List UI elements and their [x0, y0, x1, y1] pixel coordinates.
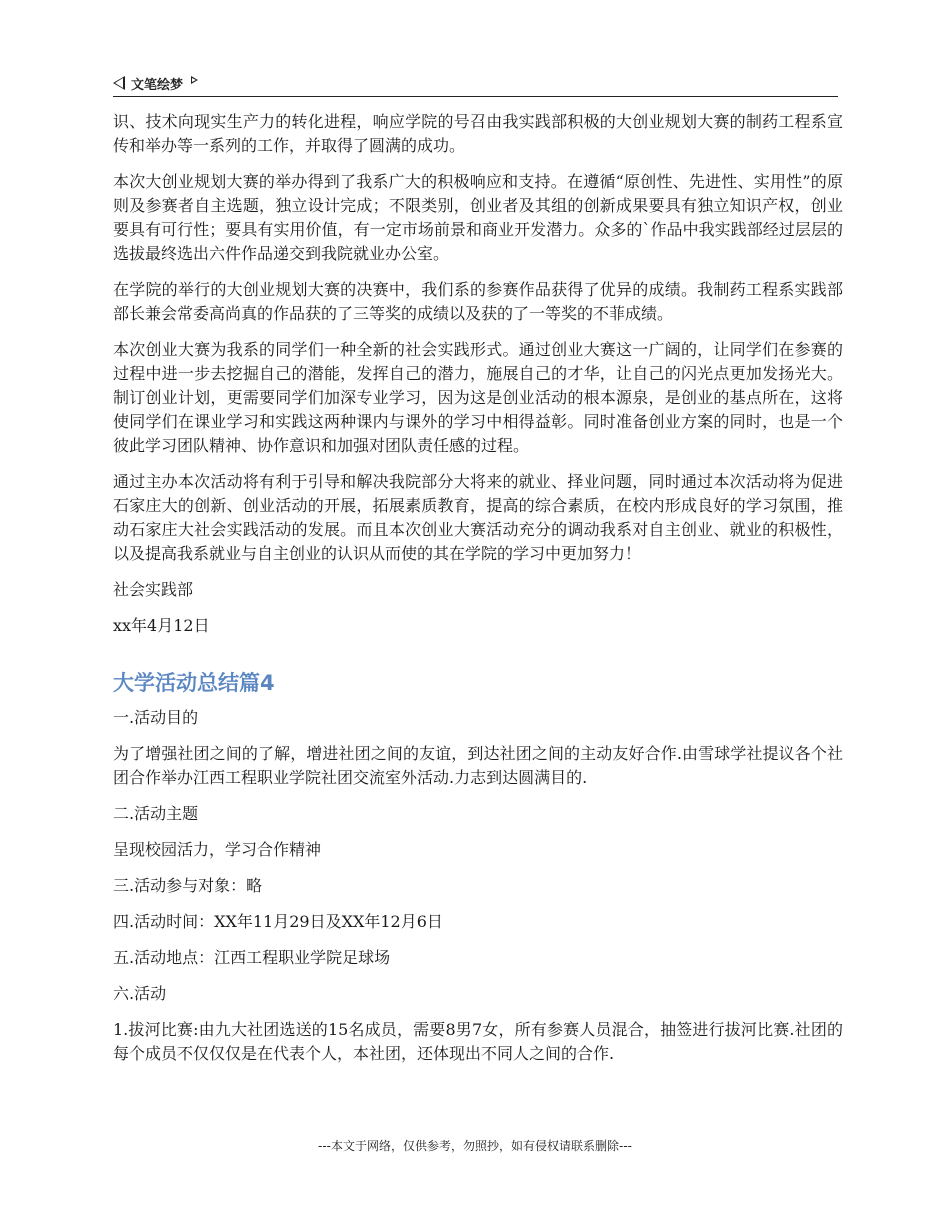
signature-department: 社会实践部 [113, 580, 194, 599]
page-header [113, 70, 838, 97]
document-body [113, 110, 843, 1078]
section-title: 大学活动总结篇4 [113, 671, 275, 695]
list-heading: 五.活动地点：江西工程职业学院足球场 [113, 948, 391, 967]
paragraph: 呈现校园活力，学习合作精神 [113, 840, 322, 859]
paragraph: 在学院的举行的大创业规划大赛的决赛中，我们系的参赛作品获得了优异的成绩。我制药工程系实践部部长兼会常委高尚真的作品获的了三等奖的成绩以及获的了一等奖的不菲成绩。 [113, 280, 843, 323]
triangle-left-icon [113, 76, 125, 90]
paragraph: 识、技术向现实生产力的转化进程，响应学院的号召由我实践部积极的大创业规划大赛的制药工程系宣传和举办等一系列的工作，并取得了圆满的成功。 [113, 112, 843, 155]
paragraph: 本次创业大赛为我系的同学们一种全新的社会实践形式。通过创业大赛这一广阔的，让同学们在参赛的过程中进一步去挖掘自己的潜能，发挥自己的潜力，施展自己的才华，让自己的闪光点更加发扬光大。制订创业计划，更需要同学们加深专业学习，因为这是创业活动的根本源泉，是创业的基点所在，这将使同学们在课业学习和实践这两种课内与课外的学习中相得益彰。同时准备创业方案的同时，也是一个彼此学习团队精神、协作意识和加强对团队责任感的过程。 [113, 340, 843, 455]
brand-name: 文笔绘梦 [131, 77, 184, 93]
list-heading: 二.活动主题 [113, 804, 199, 823]
paragraph: 通过主办本次活动将有利于引导和解决我院部分大将来的就业、择业问题，同时通过本次活动将为促进石家庄大的创新、创业活动的开展，拓展素质教育，提高的综合素质，在校内形成良好的学习氛围，推动石家庄大社会实践活动的发展。而且本次创业大赛活动充分的调动我系对自主创业、就业的积极性，以及提高我系就业与自主创业的认识从而使的其在学院的学习中更加努力！ [113, 472, 843, 563]
signature-date: xx年4月12日 [113, 616, 210, 635]
paragraph: 本次大创业规划大赛的举办得到了我系广大的积极响应和支持。在遵循“原创性、先进性、实用性”的原则及参赛者自主选题，独立设计完成；不限类别，创业者及其组的创新成果要具有独立知识产权，创业要具有可行性；要具有实用价值，有一定市场前景和商业开发潜力。众多的`作品中我实践部经过层层的选拔最终选出六件作品递交到我院就业办公室。 [113, 172, 843, 263]
triangle-right-icon [191, 76, 198, 84]
paragraph: 为了增强社团之间的了解，增进社团之间的友谊，到达社团之间的主动友好合作.由雪球学社提议各个社团合作举办江西工程职业学院社团交流室外活动.力志到达圆满目的. [113, 744, 843, 787]
list-heading: 四.活动时间：XX年11月29日及XX年12月6日 [113, 912, 443, 931]
list-heading: 三.活动参与对象：略 [113, 876, 263, 895]
list-heading: 六.活动 [113, 984, 167, 1003]
list-heading: 一.活动目的 [113, 708, 199, 727]
paragraph: 1.拔河比赛:由九大社团选送的15名成员，需要8男7女，所有参赛人员混合，抽签进行拔河比赛.社团的每个成员不仅仅仅是在代表个人，本社团，还体现出不同人之间的合作. [113, 1020, 843, 1063]
footer-notice: ---本文于网络，仅供参考，勿照抄，如有侵权请联系删除--- [318, 1139, 632, 1153]
